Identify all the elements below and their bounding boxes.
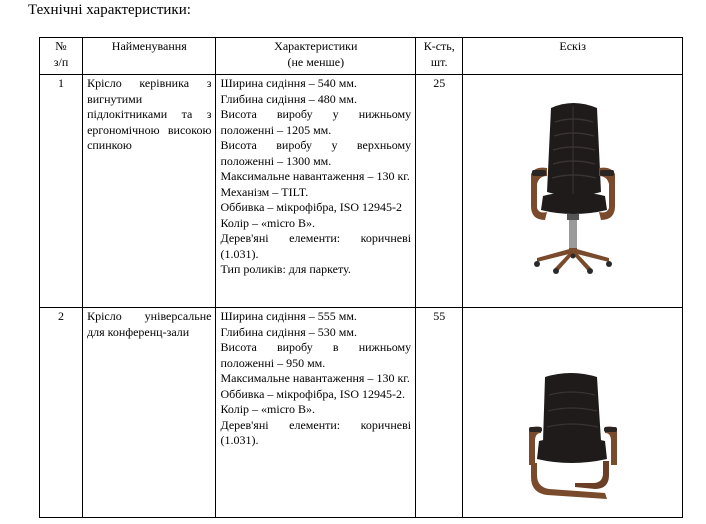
header-quantity-line1: К-сть, <box>423 39 455 53</box>
char-line: Висота виробу в нижньому положенні – 950 мм. <box>220 340 412 370</box>
char-line: Тип роликів: для паркету. <box>220 262 351 276</box>
header-number <box>40 38 83 75</box>
char-line: Оббивка – мікрофібра, ISO 12945-2 <box>220 200 403 214</box>
char-line: Максимальне навантаження – 130 кг. <box>220 169 410 183</box>
header-number-line1: № <box>55 39 67 53</box>
char-line: Висота виробу у нижньому положенні – 1205 мм. <box>220 107 412 137</box>
header-characteristics-line2: (не менше) <box>287 54 345 69</box>
char-line: Ширина сидіння – 540 мм. <box>220 76 357 90</box>
row-name: Крісло універсальне для конференц-зали <box>83 308 216 518</box>
spec-table <box>39 37 683 518</box>
char-line: Механізм – TILT. <box>220 184 309 199</box>
header-characteristics-line1: Характеристики <box>274 39 358 53</box>
table-row <box>40 75 683 308</box>
char-line: Глибина сидіння – 530 мм. <box>220 324 357 339</box>
row-characteristics <box>216 75 416 308</box>
char-line: Ширина сидіння – 555 мм. <box>220 309 357 323</box>
row-quantity: 25 <box>416 75 463 308</box>
row-number: 1 <box>40 75 83 308</box>
sketch-cell <box>463 75 683 308</box>
char-line: Дерев'яні елементи: коричневі (1.031). <box>220 417 412 447</box>
executive-chair-image <box>523 96 623 276</box>
char-line: Колір – «micro B». <box>220 402 316 416</box>
char-line: Колір – «micro B». <box>220 215 316 230</box>
char-line: Висота виробу у верхньому положенні – 1300 мм. <box>220 138 412 168</box>
header-quantity <box>416 38 463 75</box>
char-line: Глибина сидіння – 480 мм. <box>220 91 357 106</box>
row-quantity: 55 <box>416 308 463 518</box>
table-row <box>40 308 683 518</box>
header-sketch: Ескіз <box>463 38 683 75</box>
table-header-row <box>40 38 683 75</box>
char-line: Дерев'яні елементи: коричневі (1.031). <box>220 231 412 261</box>
row-characteristics <box>216 308 416 518</box>
char-line: Оббивка – мікрофібра, ISO 12945-2. <box>220 386 406 401</box>
conference-chair-image <box>525 371 621 503</box>
header-characteristics <box>216 38 416 75</box>
char-line: Максимальне навантаження – 130 кг. <box>220 371 410 385</box>
sketch-cell <box>463 308 683 518</box>
header-name: Найменування <box>83 38 216 75</box>
header-quantity-line2: шт. <box>430 54 448 69</box>
header-number-line2: з/п <box>53 54 69 69</box>
row-number: 2 <box>40 308 83 518</box>
row-name: Крісло керівника з вигнутими підлокітниками та з ергономічною високою спинкою <box>83 75 216 308</box>
page-heading: Технічні характеристики: <box>28 2 191 18</box>
